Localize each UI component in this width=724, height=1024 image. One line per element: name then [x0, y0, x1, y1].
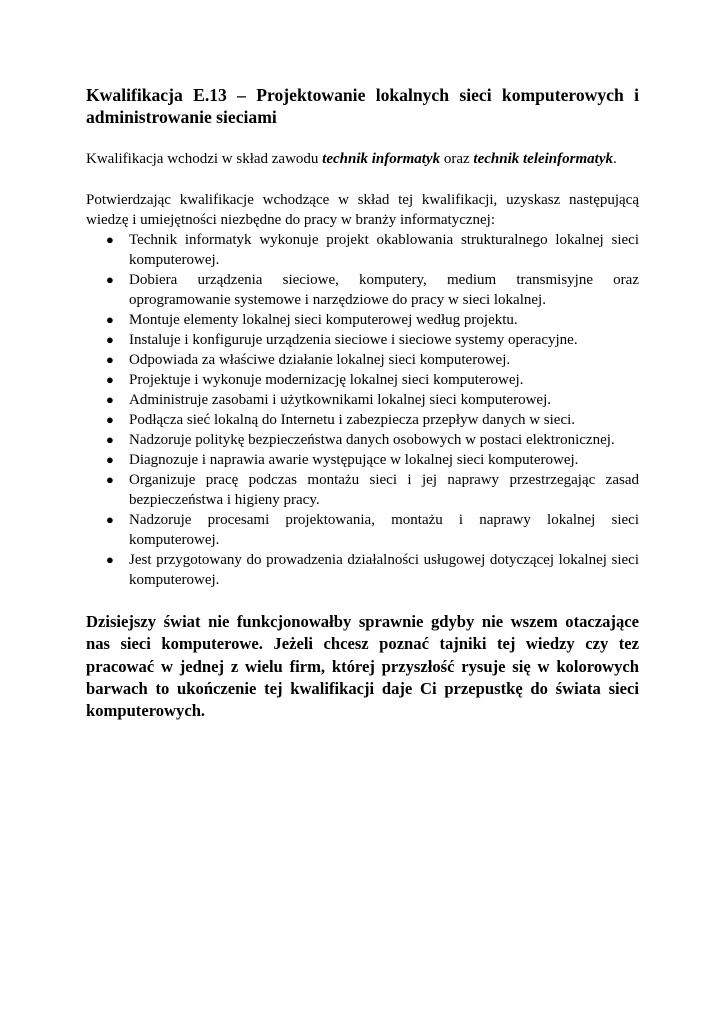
skill-item [86, 310, 639, 330]
skill-text: Podłącza sieć lokalną do Internetu i zabezpiecza przepływ danych w sieci. [129, 412, 576, 428]
skills-list [86, 230, 639, 590]
bullet-icon: ● [106, 452, 114, 467]
bullet-icon: ● [106, 232, 114, 247]
profession-technik-teleinformatyk: technik teleinformatyk [473, 151, 613, 167]
closing-paragraph: Dzisiejszy świat nie funkcjonowałby sprawnie gdyby nie wszem otaczające nas sieci komputerowe. Jeżeli chcesz poznać tajniki tej wiedzy czy tez pracować w jednej z wielu firm, której przyszłość rysuje się w kolorowych barwach to ukończenie tej kwalifikacji daje Ci przepustkę do świata sieci komputerowych. [86, 612, 639, 721]
skill-item [86, 470, 639, 510]
skill-text: Jest przygotowany do prowadzenia działalności usługowej dotyczącej lokalnej sieci komputerowej. [129, 552, 639, 588]
skill-item [86, 350, 639, 370]
skills-lead-paragraph: Potwierdzając kwalifikacje wchodzące w skład tej kwalifikacji, uzyskasz następującą wiedzę i umiejętności niezbędne do pracy w branży informatycznej: [86, 192, 639, 228]
bullet-icon: ● [106, 272, 114, 287]
profession-technik-informatyk: technik informatyk [322, 151, 441, 167]
bullet-icon: ● [106, 372, 114, 387]
intro-conjunction: oraz [440, 151, 474, 167]
intro-paragraph [86, 149, 639, 169]
skill-item [86, 450, 639, 470]
bullet-icon: ● [106, 552, 114, 567]
document-page [86, 84, 639, 722]
skill-text: Montuje elementy lokalnej sieci komputerowej według projektu. [129, 312, 518, 328]
intro-suffix: . [612, 151, 617, 167]
bullet-icon: ● [106, 432, 114, 447]
bullet-icon: ● [106, 312, 114, 327]
skill-item [86, 510, 639, 550]
skill-text: Nadzoruje procesami projektowania, montażu i naprawy lokalnej sieci komputerowej. [129, 512, 639, 548]
bullet-icon: ● [106, 412, 114, 427]
skill-item [86, 390, 639, 410]
bullet-icon: ● [106, 352, 114, 367]
skill-item [86, 410, 639, 430]
skill-item [86, 330, 639, 350]
skill-text: Technik informatyk wykonuje projekt okablowania strukturalnego lokalnej sieci komputerowej. [129, 232, 639, 268]
skill-text: Organizuje pracę podczas montażu sieci i jej naprawy przestrzegając zasad bezpieczeństwa i higieny pracy. [129, 472, 639, 508]
bullet-icon: ● [106, 332, 114, 347]
skill-text: Projektuje i wykonuje modernizację lokalnej sieci komputerowej. [129, 372, 524, 388]
skill-item [86, 370, 639, 390]
skill-text: Nadzoruje politykę bezpieczeństwa danych osobowych w postaci elektronicznej. [129, 432, 615, 448]
skill-text: Odpowiada za właściwe działanie lokalnej sieci komputerowej. [129, 352, 511, 368]
intro-prefix: Kwalifikacja wchodzi w skład zawodu [86, 151, 323, 167]
document-title: Kwalifikacja E.13 – Projektowanie lokalnych sieci komputerowych i administrowanie sieciami [86, 85, 639, 127]
skill-item [86, 430, 639, 450]
skill-item [86, 550, 639, 590]
skill-item [86, 230, 639, 270]
skill-text: Administruje zasobami i użytkownikami lokalnej sieci komputerowej. [129, 392, 551, 408]
skill-item [86, 270, 639, 310]
skill-text: Instaluje i konfiguruje urządzenia sieciowe i sieciowe systemy operacyjne. [129, 332, 578, 348]
skill-text: Diagnozuje i naprawia awarie występujące w lokalnej sieci komputerowej. [129, 452, 579, 468]
bullet-icon: ● [106, 472, 114, 487]
skill-text: Dobiera urządzenia sieciowe, komputery, medium transmisyjne oraz oprogramowanie systemowe i narzędziowe do pracy w sieci lokalnej. [129, 272, 639, 308]
bullet-icon: ● [106, 512, 114, 527]
bullet-icon: ● [106, 392, 114, 407]
